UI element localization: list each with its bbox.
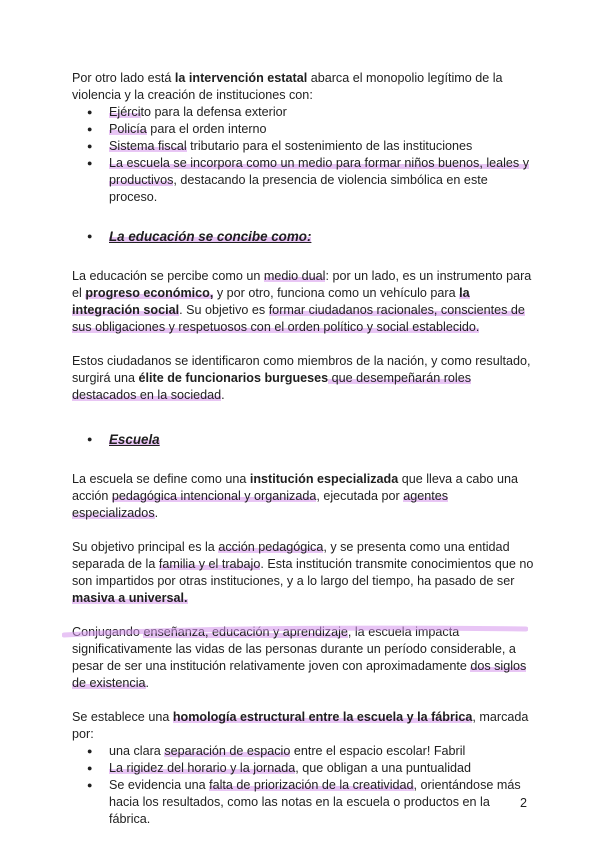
text: Se establece una <box>72 710 173 724</box>
bold-text: masiva a universal. <box>72 591 188 605</box>
highlighted-text: acción pedagógica <box>218 540 324 554</box>
bold-text: la integración social <box>72 286 470 317</box>
text: , la escuela impacta significativamente las vidas de las personas durante un período considerable, a pesar de ser una institución relativamente joven con aproximadamente <box>72 625 516 673</box>
text: para el orden interno <box>146 122 267 136</box>
heading-list <box>72 431 534 449</box>
section-heading <box>72 228 534 246</box>
highlighter-stroke <box>62 624 528 638</box>
text: . <box>221 388 225 402</box>
bold-text: institución especializada <box>249 472 399 486</box>
education-paragraph-2 <box>72 353 534 404</box>
bold-text: progreso económico, <box>85 286 214 300</box>
highlighted-text: La escuela se incorpora como un medio para formar niños buenos, leales y productivos <box>109 156 530 187</box>
highlighted-text: enseñanza, educación y aprendizaje <box>143 625 348 639</box>
highlighted-text: Sistema fiscal <box>109 139 187 153</box>
bold-text: élite de funcionarios burgueses <box>138 371 329 385</box>
text: . Su objetivo es <box>179 303 269 317</box>
list-item <box>72 138 534 155</box>
heading-list <box>72 228 534 246</box>
bold-text: la intervención estatal <box>174 71 308 85</box>
section-heading <box>72 431 534 449</box>
highlighted-text: falta de priorización de la creatividad <box>209 778 414 792</box>
text: Estos ciudadanos se identificaron como miembros de la nación, y como resultado, surgirá una <box>72 354 531 385</box>
highlighted-text: pedagógica intencional y organizada <box>111 489 317 503</box>
highlighted-text: medio dual <box>263 269 326 283</box>
text: entre el espacio escolar! Fabril <box>290 744 466 758</box>
highlighted-text: La rigidez del horario y la jornada <box>109 761 296 775</box>
list-item <box>72 104 534 121</box>
intro-bullet-list <box>72 104 534 206</box>
text: La educación se percibe como un <box>72 269 264 283</box>
list-item <box>72 777 534 828</box>
education-paragraph-1 <box>72 268 534 336</box>
heading-text: La educación se concibe como: <box>109 229 312 244</box>
school-paragraph-2 <box>72 539 534 607</box>
highlighted-text: Policía <box>109 122 147 136</box>
text: . <box>145 676 150 690</box>
text: , marcada por: <box>72 710 529 741</box>
text: , ejecutada por <box>316 489 404 503</box>
text: Se evidencia una <box>109 778 210 792</box>
highlighted-text: separación de espacio <box>164 744 291 758</box>
text: , que obligan a una puntualidad <box>295 761 471 775</box>
text: Su objetivo principal es la <box>72 540 219 554</box>
highlighted-text: agentes especializados <box>72 489 449 520</box>
intro-paragraph <box>72 70 534 104</box>
highlighted-text: que desempeñarán roles destacados en la sociedad <box>72 371 471 402</box>
text: Conjugando <box>72 625 144 639</box>
text: tributario para el sostenimiento de las instituciones <box>186 139 473 153</box>
highlighted-text: dos siglos de existencia <box>72 659 527 690</box>
school-paragraph-1 <box>72 471 534 522</box>
text: . <box>154 506 159 520</box>
text: La escuela se define como una <box>72 472 250 486</box>
text: que lleva a cabo una acción <box>72 472 518 503</box>
text: , y se presenta como una entidad separada de la <box>72 540 510 571</box>
highlighted-text: formar ciudadanos racionales, conscientes de sus obligaciones y respetuosos con el orden político y social establecido. <box>72 303 525 334</box>
text: abarca el monopolio legítimo de la violencia y la creación de instituciones con: <box>72 71 503 102</box>
text: , destacando la presencia de violencia simbólica en este proceso. <box>109 173 488 204</box>
list-item <box>72 121 534 138</box>
text: y por otro, funciona como un vehículo para <box>213 286 460 300</box>
list-item <box>72 760 534 777</box>
text: una clara <box>109 744 165 758</box>
text: , orientándose más hacia los resultados, como las notas en la escuela o productos en la fábrica. <box>109 778 521 826</box>
document-page <box>72 70 534 828</box>
text: to para la defensa exterior <box>140 105 287 119</box>
school-paragraph-4 <box>72 709 534 743</box>
list-item <box>72 743 534 760</box>
text: . Esta institución transmite conocimientos que no son impartidos por otras instituciones, y a lo largo del tiempo, ha pasado de ser <box>72 557 534 588</box>
text: Por otro lado está <box>72 71 175 85</box>
page-number: 2 <box>520 796 528 810</box>
highlighted-text: familia y el trabajo <box>158 557 261 571</box>
highlighted-text: Ejérci <box>109 105 141 119</box>
list-item <box>72 155 534 206</box>
heading-text: Escuela <box>109 432 160 447</box>
text: : por un lado, es un instrumento para el <box>72 269 532 300</box>
bold-text: homología estructural entre la escuela y la fábrica <box>172 710 473 724</box>
school-bullet-list <box>72 743 534 828</box>
